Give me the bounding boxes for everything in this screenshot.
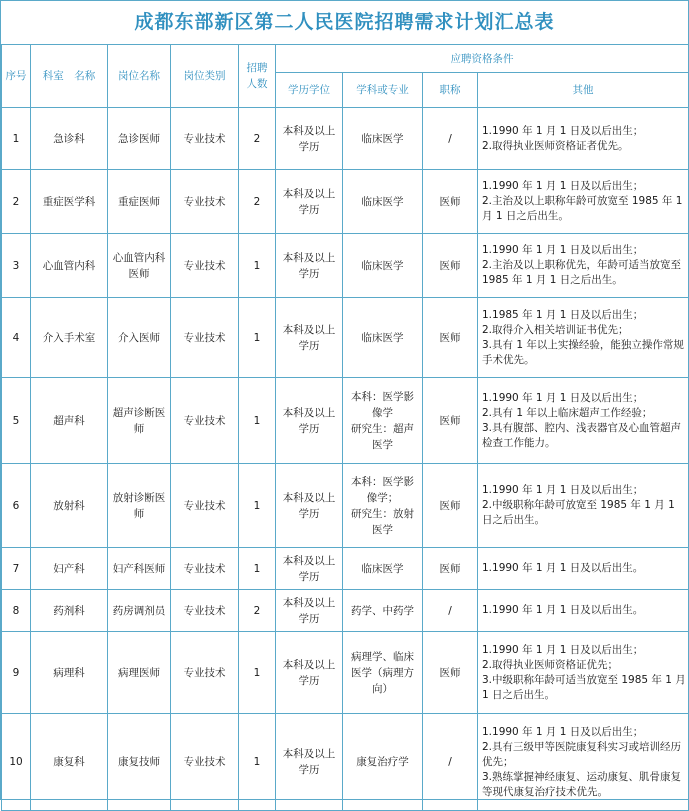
row-title-rank: 医师 bbox=[423, 170, 478, 234]
requirement-line: 3.中级职称年龄可适当放宽至 1985 年 1 月 1 日之后出生。 bbox=[482, 673, 686, 701]
row-other bbox=[478, 714, 689, 811]
row-post: 药房调剂员 bbox=[108, 590, 171, 632]
row-major: 临床医学 bbox=[343, 298, 423, 378]
row-post: 心血管内科医师 bbox=[108, 234, 171, 298]
row-title-rank: 医师 bbox=[423, 632, 478, 714]
row-dept: 急诊科 bbox=[31, 108, 108, 170]
header-post: 岗位名称 bbox=[108, 45, 171, 108]
requirement-line: 1.1985 年 1 月 1 日及以后出生； bbox=[482, 308, 644, 321]
row-title-rank: 医师 bbox=[423, 298, 478, 378]
row-count: 1 bbox=[239, 234, 276, 298]
requirement-line: 1.1990 年 1 月 1 日及以后出生。 bbox=[482, 562, 644, 574]
row-other bbox=[478, 464, 689, 548]
row-title-rank: 医师 bbox=[423, 548, 478, 590]
table-row bbox=[2, 714, 689, 811]
row-title-rank: / bbox=[423, 714, 478, 811]
row-education: 本科及以上学历 bbox=[276, 170, 343, 234]
table-row bbox=[2, 590, 689, 632]
table-row bbox=[2, 464, 689, 548]
row-count: 1 bbox=[239, 632, 276, 714]
row-seq: 6 bbox=[2, 464, 31, 548]
table-row bbox=[2, 298, 689, 378]
row-major: 本科：医学影像学； 研究生：放射医学 bbox=[343, 464, 423, 548]
row-post: 康复技师 bbox=[108, 714, 171, 811]
header-education: 学历学位 bbox=[276, 73, 343, 108]
header-conditions: 应聘资格条件 bbox=[276, 45, 689, 73]
requirement-line: 1.1990 年 1 月 1 日及以后出生； bbox=[482, 244, 644, 256]
row-major: 临床医学 bbox=[343, 108, 423, 170]
row-other bbox=[478, 298, 689, 378]
row-category: 专业技术 bbox=[171, 170, 239, 234]
row-other bbox=[478, 170, 689, 234]
row-count: 2 bbox=[239, 170, 276, 234]
row-other bbox=[478, 234, 689, 298]
requirement-line: 1.1990 年 1 月 1 日及以后出生。 bbox=[482, 604, 644, 616]
row-title-rank: 医师 bbox=[423, 234, 478, 298]
requirement-line: 2.具有 1 年以上临床超声工作经验； bbox=[482, 406, 653, 419]
row-category: 专业技术 bbox=[171, 714, 239, 811]
page-title: 成都东部新区第二人民医院招聘需求计划汇总表 bbox=[134, 11, 555, 33]
table-row bbox=[2, 234, 689, 298]
row-education: 本科及以上学历 bbox=[276, 714, 343, 811]
row-dept: 药剂科 bbox=[31, 590, 108, 632]
row-education: 本科及以上学历 bbox=[276, 378, 343, 464]
row-count: 1 bbox=[239, 378, 276, 464]
header-category: 岗位类别 bbox=[171, 45, 239, 108]
row-category: 专业技术 bbox=[171, 548, 239, 590]
row-other bbox=[478, 632, 689, 714]
table-row bbox=[2, 632, 689, 714]
row-education: 本科及以上学历 bbox=[276, 298, 343, 378]
row-dept: 重症医学科 bbox=[31, 170, 108, 234]
row-major: 病理学、临床医学（病理方向） bbox=[343, 632, 423, 714]
requirement-line: 2.取得执业医师资格证者优先。 bbox=[482, 139, 629, 152]
row-seq: 7 bbox=[2, 548, 31, 590]
requirement-line: 2.具有三级甲等医院康复科实习或培训经历优先； bbox=[482, 740, 682, 768]
row-major: 本科：医学影像学 研究生：超声医学 bbox=[343, 378, 423, 464]
table-row bbox=[2, 108, 689, 170]
requirement-line: 1.1990 年 1 月 1 日及以后出生； bbox=[482, 643, 644, 656]
row-category: 专业技术 bbox=[171, 378, 239, 464]
row-education: 本科及以上学历 bbox=[276, 632, 343, 714]
row-post: 急诊医师 bbox=[108, 108, 171, 170]
row-other bbox=[478, 108, 689, 170]
row-category: 专业技术 bbox=[171, 234, 239, 298]
header-dept: 科室 名称 bbox=[31, 45, 108, 108]
requirement-line: 3.具有 1 年以上实操经验，能独立操作常规手术优先。 bbox=[482, 338, 684, 366]
header-other: 其他 bbox=[478, 73, 689, 108]
table-body bbox=[2, 108, 689, 811]
row-education: 本科及以上学历 bbox=[276, 590, 343, 632]
requirement-line: 2.取得介入相关培训证书优先； bbox=[482, 323, 629, 336]
row-other bbox=[478, 548, 689, 590]
row-count: 2 bbox=[239, 108, 276, 170]
header-title-rank: 职称 bbox=[423, 73, 478, 108]
row-category: 专业技术 bbox=[171, 464, 239, 548]
row-seq: 3 bbox=[2, 234, 31, 298]
row-category: 专业技术 bbox=[171, 632, 239, 714]
requirement-line: 2.主治及以上职称优先，年龄可适当放宽至 1985 年 1 月 1 日之后出生。 bbox=[482, 259, 682, 286]
table-row bbox=[2, 170, 689, 234]
requirement-line: 2.中级职称年龄可放宽至 1985 年 1 月 1 日之后出生。 bbox=[482, 499, 675, 526]
row-other bbox=[478, 590, 689, 632]
row-seq: 8 bbox=[2, 590, 31, 632]
requirement-line: 2.取得执业医师资格证优先； bbox=[482, 658, 619, 671]
row-education: 本科及以上学历 bbox=[276, 548, 343, 590]
row-education: 本科及以上学历 bbox=[276, 234, 343, 298]
row-category: 专业技术 bbox=[171, 590, 239, 632]
row-major: 临床医学 bbox=[343, 234, 423, 298]
row-dept: 超声科 bbox=[31, 378, 108, 464]
row-seq: 5 bbox=[2, 378, 31, 464]
row-education: 本科及以上学历 bbox=[276, 108, 343, 170]
row-education: 本科及以上学历 bbox=[276, 464, 343, 548]
row-post: 重症医师 bbox=[108, 170, 171, 234]
row-category: 专业技术 bbox=[171, 298, 239, 378]
row-dept: 放射科 bbox=[31, 464, 108, 548]
row-major: 康复治疗学 bbox=[343, 714, 423, 811]
requirement-line: 1.1990 年 1 月 1 日及以后出生； bbox=[482, 725, 644, 738]
header-count: 招聘人数 bbox=[239, 45, 276, 108]
row-post: 病理医师 bbox=[108, 632, 171, 714]
row-title-rank: 医师 bbox=[423, 378, 478, 464]
recruitment-table bbox=[1, 44, 689, 811]
row-dept: 病理科 bbox=[31, 632, 108, 714]
row-dept: 康复科 bbox=[31, 714, 108, 811]
row-seq: 2 bbox=[2, 170, 31, 234]
row-title-rank: / bbox=[423, 108, 478, 170]
row-title-rank: 医师 bbox=[423, 464, 478, 548]
row-seq: 9 bbox=[2, 632, 31, 714]
header-major: 学科或专业 bbox=[343, 73, 423, 108]
row-count: 1 bbox=[239, 298, 276, 378]
row-dept: 介入手术室 bbox=[31, 298, 108, 378]
requirement-line: 1.1990 年 1 月 1 日及以后出生； bbox=[482, 391, 644, 404]
row-post: 妇产科医师 bbox=[108, 548, 171, 590]
row-post: 介入医师 bbox=[108, 298, 171, 378]
table-row bbox=[2, 378, 689, 464]
row-category: 专业技术 bbox=[171, 108, 239, 170]
row-dept: 心血管内科 bbox=[31, 234, 108, 298]
row-seq: 1 bbox=[2, 108, 31, 170]
row-major: 临床医学 bbox=[343, 170, 423, 234]
row-count: 1 bbox=[239, 714, 276, 811]
row-title-rank: / bbox=[423, 590, 478, 632]
row-count: 1 bbox=[239, 548, 276, 590]
row-other bbox=[478, 378, 689, 464]
row-dept: 妇产科 bbox=[31, 548, 108, 590]
table-row bbox=[2, 548, 689, 590]
row-major: 药学、中药学 bbox=[343, 590, 423, 632]
requirement-line: 1.1990 年 1 月 1 日及以后出生； bbox=[482, 484, 644, 496]
row-post: 超声诊断医师 bbox=[108, 378, 171, 464]
row-count: 2 bbox=[239, 590, 276, 632]
row-seq: 4 bbox=[2, 298, 31, 378]
requirement-line: 3.具有腹部、腔内、浅表器官及心血管超声检查工作能力。 bbox=[482, 421, 682, 449]
requirement-line: 1.1990 年 1 月 1 日及以后出生； bbox=[482, 124, 644, 137]
row-post: 放射诊断医师 bbox=[108, 464, 171, 548]
row-seq: 10 bbox=[2, 714, 31, 811]
row-count: 1 bbox=[239, 464, 276, 548]
requirement-line: 1.1990 年 1 月 1 日及以后出生； bbox=[482, 180, 644, 192]
requirement-line: 3.熟练掌握神经康复、运动康复、肌骨康复等现代康复治疗技术优先。 bbox=[482, 770, 682, 798]
requirement-line: 2.主治及以上职称年龄可放宽至 1985 年 1 月 1 日之后出生。 bbox=[482, 195, 683, 222]
row-major: 临床医学 bbox=[343, 548, 423, 590]
header-seq: 序号 bbox=[2, 45, 31, 108]
